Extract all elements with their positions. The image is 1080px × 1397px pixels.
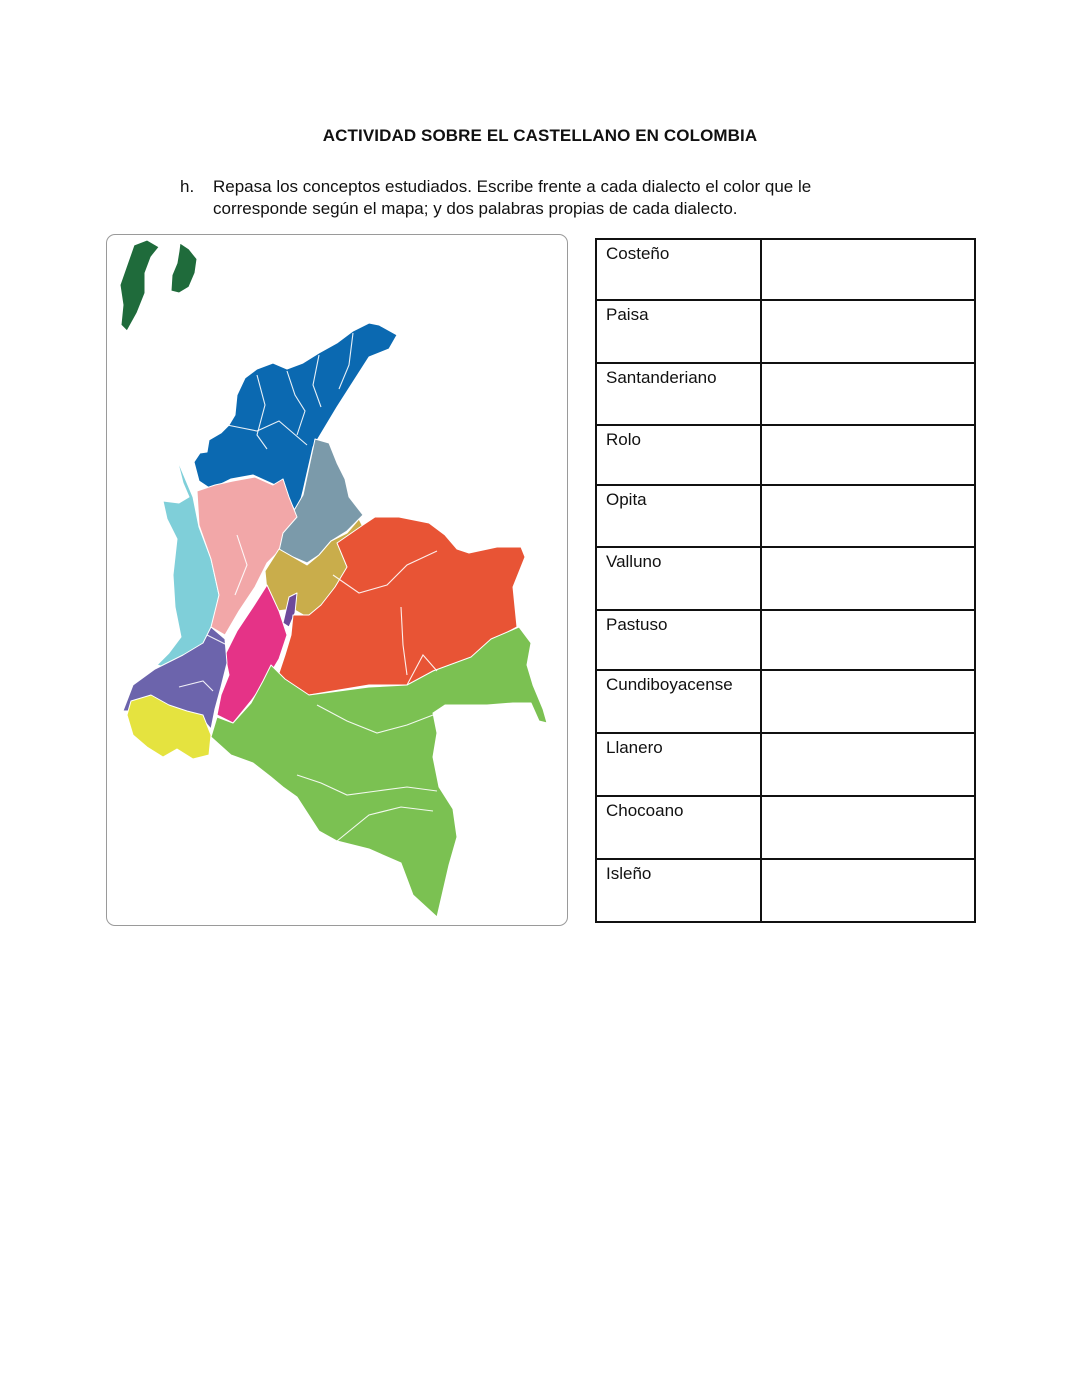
table-row [596,859,975,922]
page-title: ACTIVIDAD SOBRE EL CASTELLANO EN COLOMBIA [322,126,758,145]
colombia-dialect-map [106,234,568,926]
dialect-name-cell: Pastuso [596,610,761,670]
instruction-text: Repasa los conceptos estudiados. Escribe frente a cada dialecto el color que le corresponde según el mapa; y dos palabras propias de cada dialecto. [213,177,812,218]
dialect-answer-cell[interactable] [761,425,975,485]
dialect-name-cell: Rolo [596,425,761,485]
dialect-answer-cell[interactable] [761,733,975,796]
table-row [596,670,975,733]
dialect-answer-cell[interactable] [761,363,975,425]
dialect-answer-cell[interactable] [761,239,975,300]
dialect-name-cell: Valluno [596,547,761,610]
dialect-answer-cell[interactable] [761,547,975,610]
table-row [596,300,975,363]
dialect-table [595,238,976,923]
dialect-name-cell: Paisa [596,300,761,363]
region-isleno [120,240,159,331]
dialect-name-cell: Isleño [596,859,761,922]
table-row [596,733,975,796]
dialect-name-cell: Cundiboyacense [596,670,761,733]
dialect-answer-cell[interactable] [761,610,975,670]
table-row [596,485,975,547]
instruction-marker: h. [180,177,195,196]
dialect-name-cell: Costeño [596,239,761,300]
region-isleno-2 [171,243,197,293]
dialect-answer-cell[interactable] [761,670,975,733]
table-row [596,425,975,485]
dialect-name-cell: Chocoano [596,796,761,859]
dialect-name-cell: Santanderiano [596,363,761,425]
dialect-answer-cell[interactable] [761,859,975,922]
dialect-answer-cell[interactable] [761,796,975,859]
table-row [596,363,975,425]
map-svg [107,235,569,927]
dialect-name-cell: Llanero [596,733,761,796]
table-row [596,239,975,300]
table-row [596,610,975,670]
dialect-name-cell: Opita [596,485,761,547]
dialect-answer-cell[interactable] [761,485,975,547]
dialect-answer-cell[interactable] [761,300,975,363]
table-row [596,796,975,859]
table-row [596,547,975,610]
